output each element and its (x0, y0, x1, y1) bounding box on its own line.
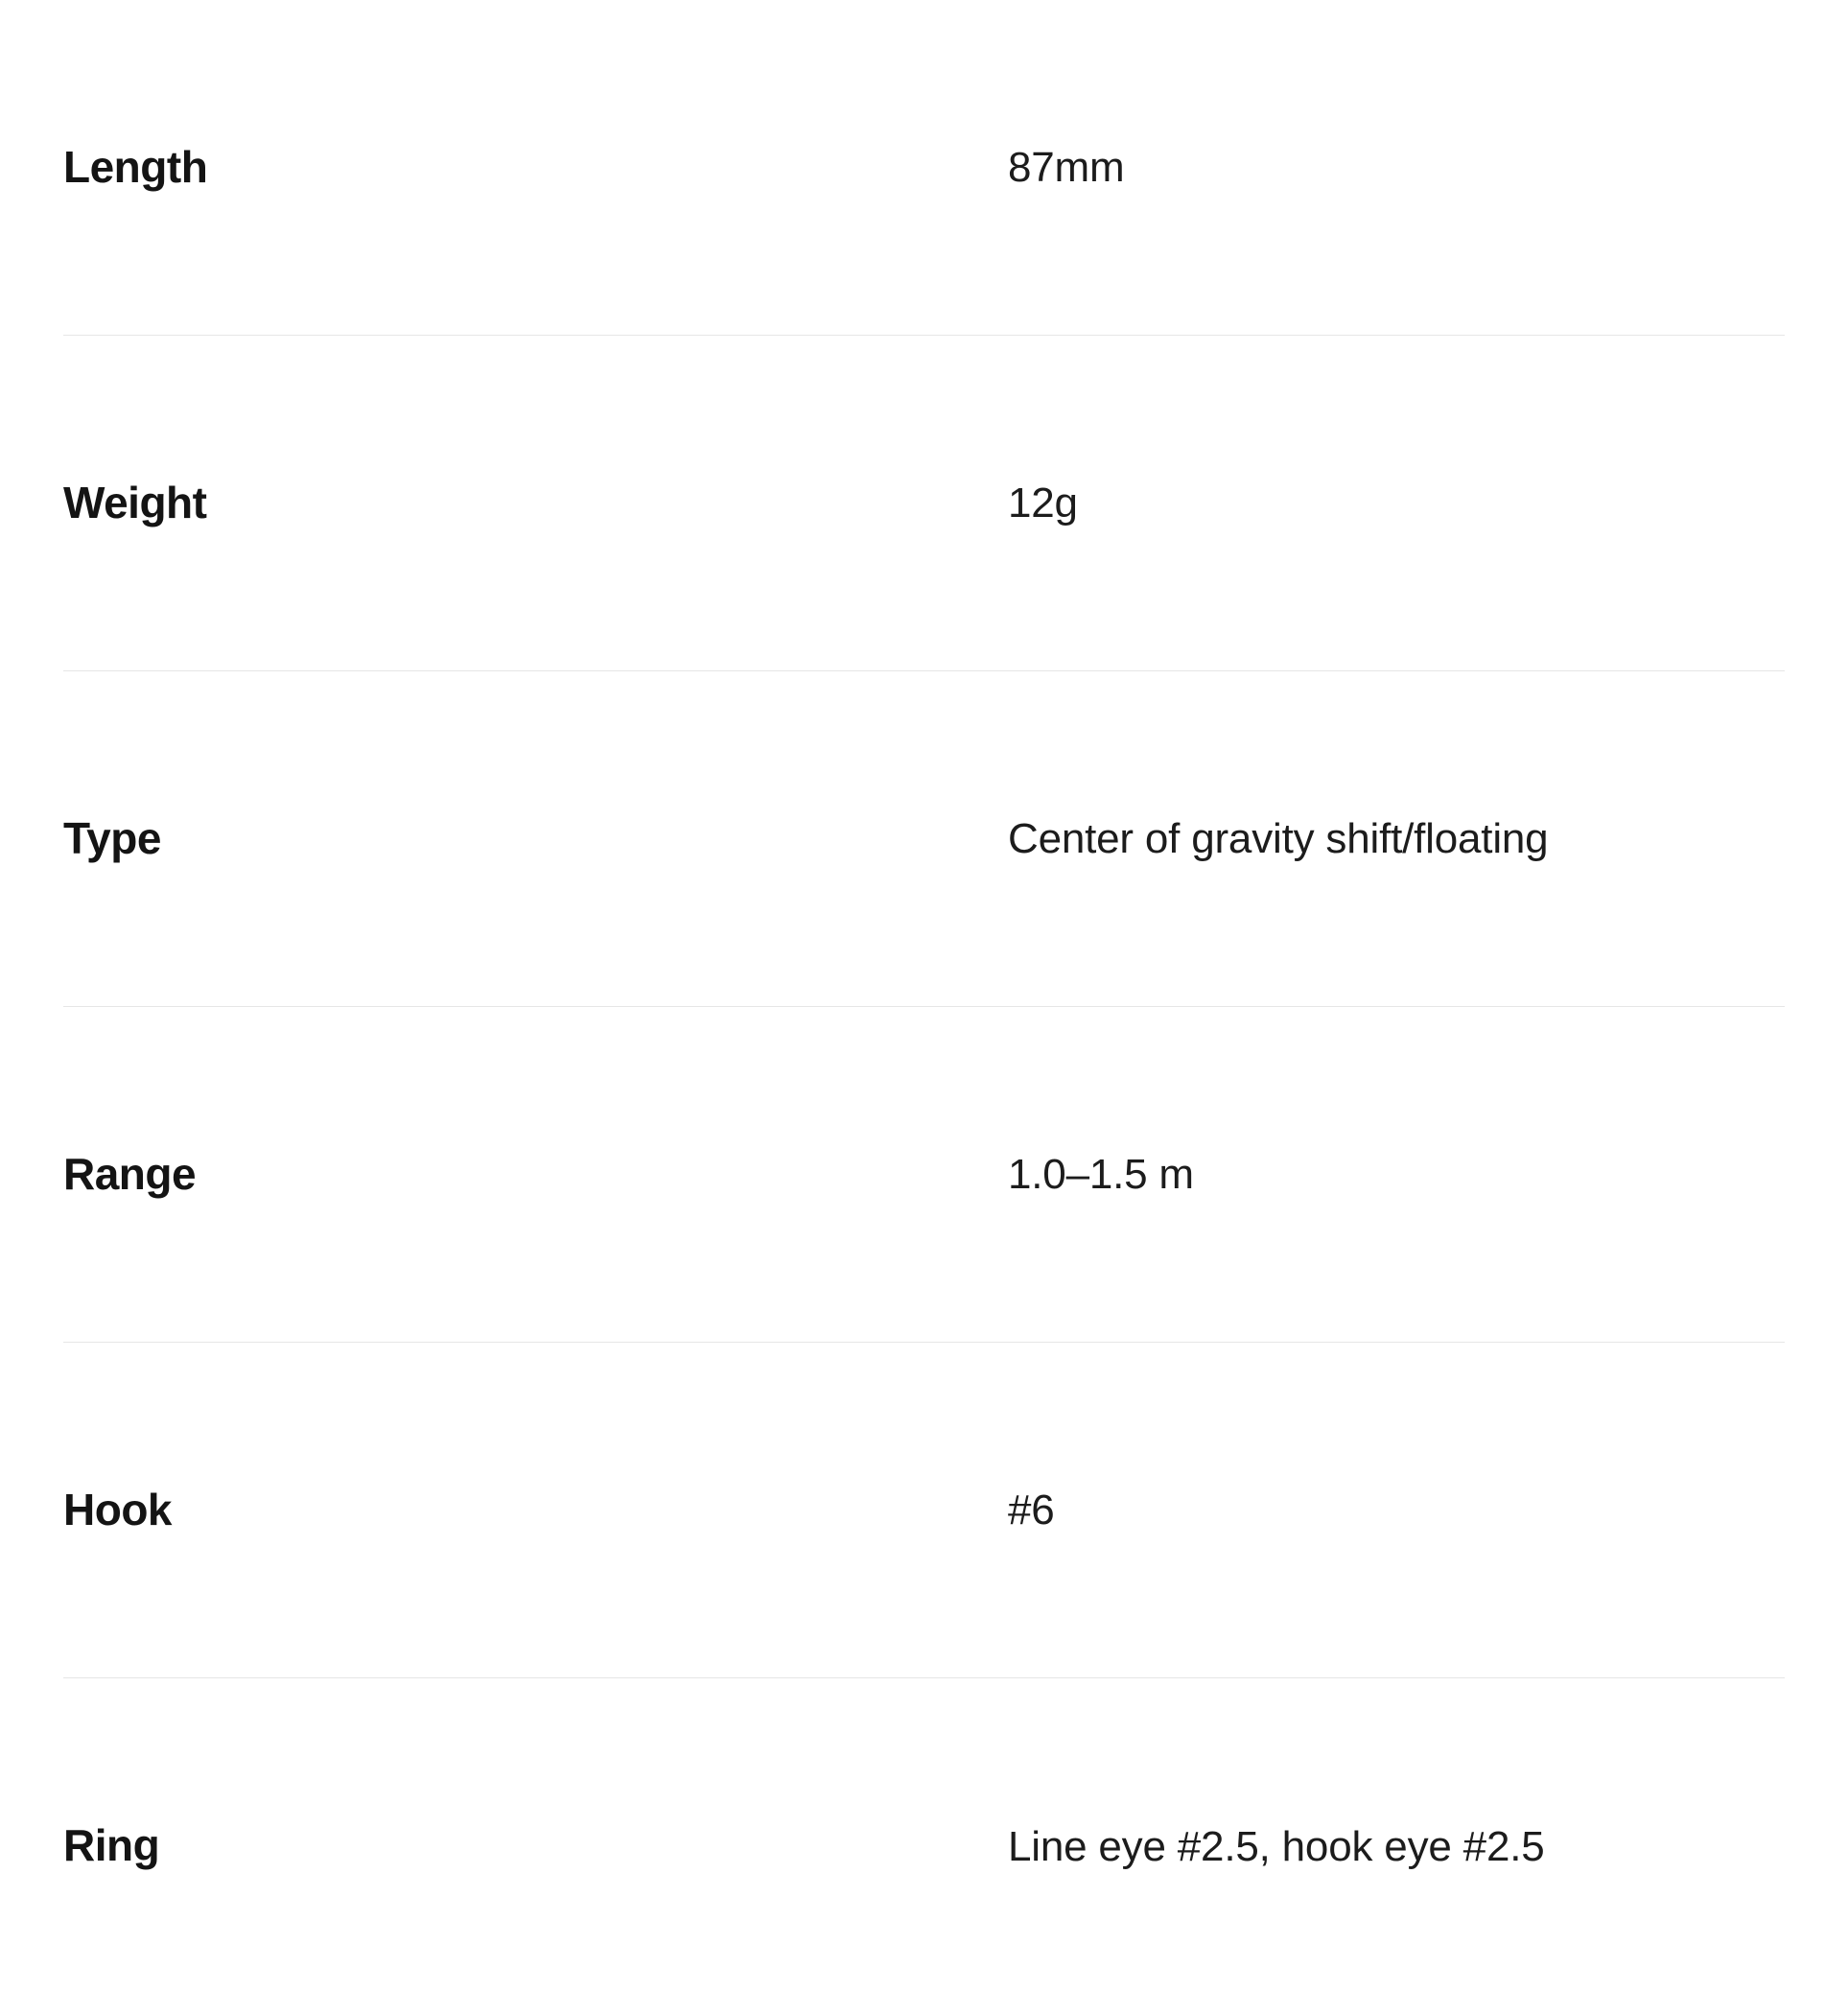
spec-value: Center of gravity shift/floating (1008, 815, 1549, 862)
table-row (63, 671, 1785, 1007)
spec-value: Line eye #2.5, hook eye #2.5 (1008, 1822, 1545, 1870)
spec-value: 12g (1008, 480, 1078, 527)
table-row (63, 1343, 1785, 1678)
spec-label: Hook (63, 1484, 172, 1534)
spec-label: Ring (63, 1820, 160, 1871)
spec-value: 1.0–1.5 m (1008, 1151, 1194, 1198)
spec-label: Weight (63, 477, 207, 527)
spec-label: Length (63, 141, 208, 192)
table-row (63, 1678, 1785, 2014)
spec-value: 87mm (1008, 144, 1125, 191)
spec-label: Type (63, 812, 161, 863)
table-row (63, 0, 1785, 336)
spec-value: #6 (1008, 1487, 1055, 1534)
table-row (63, 1007, 1785, 1343)
spec-label: Range (63, 1148, 197, 1199)
table-row (63, 336, 1785, 671)
